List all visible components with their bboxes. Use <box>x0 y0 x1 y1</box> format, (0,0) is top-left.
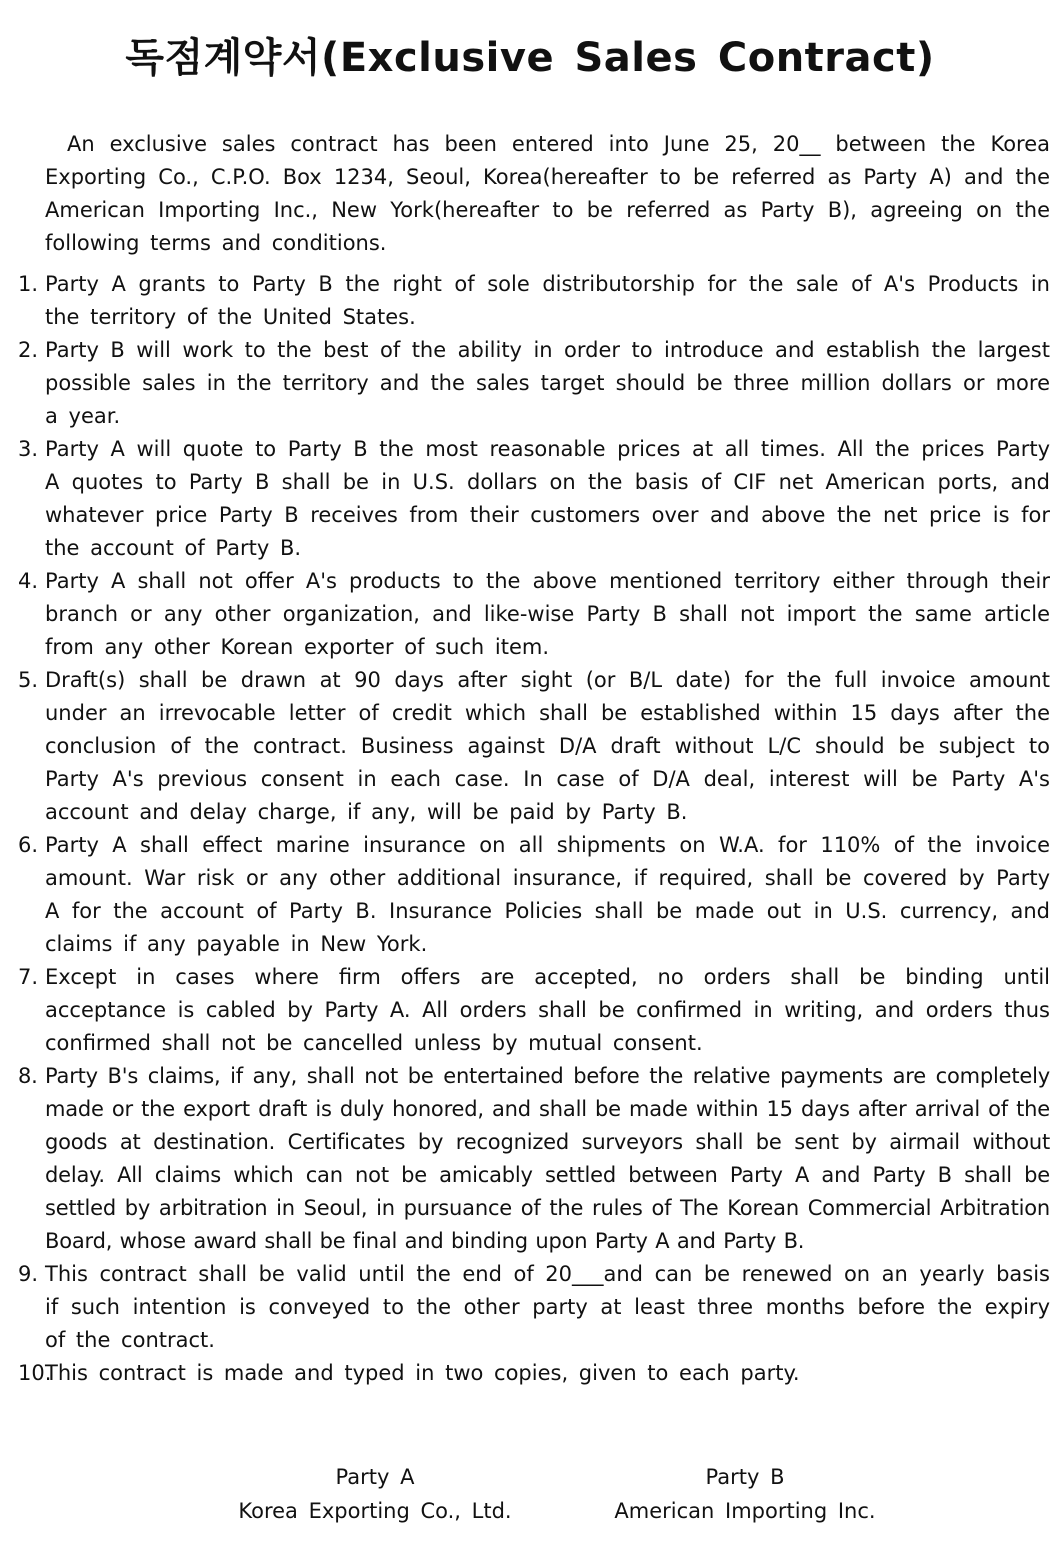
term-item-4 <box>18 565 1050 664</box>
term-number: 7. <box>18 965 39 989</box>
party-a-name: Korea Exporting Co., Ltd. <box>238 1499 512 1523</box>
term-number: 1. <box>18 272 39 296</box>
term-text: This contract is made and typed in two copies, given to each party. <box>45 1361 800 1385</box>
term-number: 6. <box>18 833 39 857</box>
term-item-6 <box>18 829 1050 961</box>
term-item-9 <box>18 1258 1050 1357</box>
term-text: Party A shall not offer A's products to the above mentioned territory either through their branch or any other organization, and like-wise Party B shall not import the same article from any other Korean exporter of such item. <box>45 569 1050 659</box>
term-text: Party A grants to Party B the right of sole distributorship for the sale of A's Products in the territory of the United States. <box>45 272 1050 329</box>
term-text: Party A shall effect marine insurance on all shipments on W.A. for 110% of the invoice amount. War risk or any other additional insurance, if required, shall be covered by Party A for the account of Party B. Insurance Policies shall be made out in U.S. currency, and claims if any payable in New York. <box>45 833 1050 956</box>
term-number: 9. <box>18 1262 39 1286</box>
party-b-label: Party B <box>705 1465 785 1489</box>
term-text: Party A will quote to Party B the most reasonable prices at all times. All the prices Party A quotes to Party B shall be in U.S. dollars on the basis of CIF net American ports, and whatever price Party B receives from their customers over and above the net price is for the account of Party B. <box>45 437 1050 560</box>
term-item-7 <box>18 961 1050 1060</box>
term-number: 2. <box>18 338 39 362</box>
term-number: 3. <box>18 437 39 461</box>
party-b-name: American Importing Inc. <box>614 1499 876 1523</box>
party-a-signature <box>205 1460 545 1528</box>
term-number: 10. <box>18 1361 52 1385</box>
term-text: Draft(s) shall be drawn at 90 days after sight (or B/L date) for the full invoice amount under an irrevocable letter of credit which shall be established within 15 days after the conclusion of the contract. Business against D/A draft without L/C should be subject to Party A's previous consent in each case. In case of D/A deal, interest will be Party A's account and delay charge, if any, will be paid by Party B. <box>45 668 1050 824</box>
term-text: Party B will work to the best of the ability in order to introduce and establish the largest possible sales in the territory and the sales target should be three million dollars or more a year. <box>45 338 1050 428</box>
term-item-1 <box>18 268 1050 334</box>
term-item-8 <box>18 1060 1050 1258</box>
term-item-3 <box>18 433 1050 565</box>
term-item-5 <box>18 664 1050 829</box>
terms-list <box>0 268 1060 1390</box>
term-item-10 <box>18 1357 1050 1390</box>
intro-paragraph: An exclusive sales contract has been entered into June 25, 20__ between the Korea Exporting Co., C.P.O. Box 1234, Seoul, Korea(hereafter to be referred as Party A) and the American Importing Inc., New York(hereafter to be referred as Party B), agreeing on the following terms and conditions. <box>45 132 1050 255</box>
term-item-2 <box>18 334 1050 433</box>
term-number: 5. <box>18 668 39 692</box>
term-text: Except in cases where firm offers are accepted, no orders shall be binding until acceptance is cabled by Party A. All orders shall be confirmed in writing, and orders thus confirmed shall not be cancelled unless by mutual consent. <box>45 965 1050 1055</box>
term-text: This contract shall be valid until the end of 20___and can be renewed on an yearly basis if such intention is conveyed to the other party at least three months before the expiry of the contract. <box>45 1262 1050 1352</box>
party-a-label: Party A <box>335 1465 415 1489</box>
page-title: 독점계약서(Exclusive Sales Contract) <box>125 35 935 81</box>
term-number: 4. <box>18 569 39 593</box>
term-text: Party B's claims, if any, shall not be entertained before the relative payments are completely made or the export draft is duly honored, and shall be made within 15 days after arrival of the goods at destination. Certificates by recognized surveyors shall be sent by airmail without delay. All claims which can not be amicably settled between Party A and Party B shall be settled by arbitration in Seoul, in pursuance of the rules of The Korean Commercial Arbitration Board, whose award shall be final and binding upon Party A and Party B. <box>45 1064 1050 1253</box>
party-b-signature <box>585 1460 905 1528</box>
contract-body <box>0 128 1060 1390</box>
term-number: 8. <box>18 1064 38 1088</box>
